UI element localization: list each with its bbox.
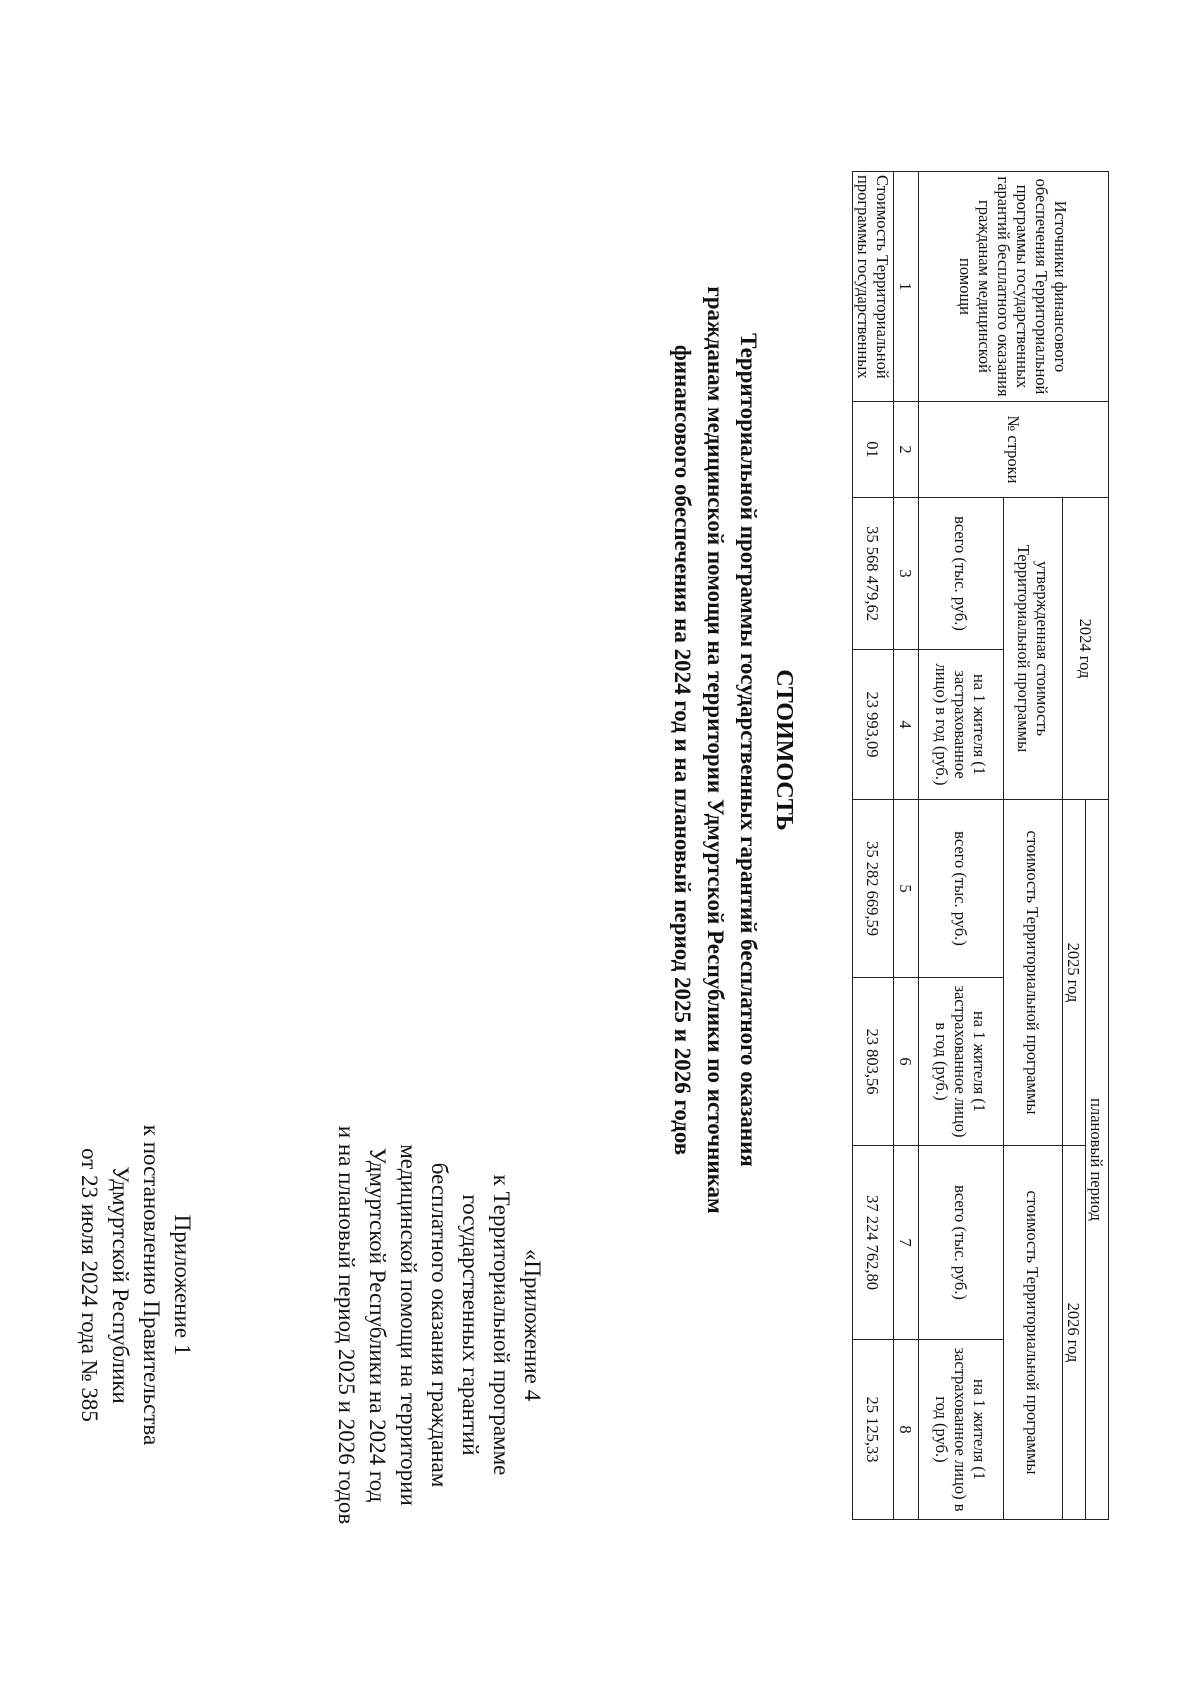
appendix-1-block bbox=[74, 1095, 198, 1475]
appendix-4-line: медицинской помощи на территории bbox=[396, 1144, 421, 1506]
header-planned-period: плановый период bbox=[1086, 800, 1109, 1520]
row-number: 01 bbox=[853, 402, 894, 498]
column-number: 6 bbox=[894, 978, 919, 1146]
header-total: всего (тыс. руб.) bbox=[919, 800, 1004, 978]
header-approved-cost: утвержденная стоимость Территориальной программы bbox=[1004, 498, 1063, 800]
header-per-resident: на 1 жителя (1 застрахованное лицо) в год (руб.) bbox=[919, 1340, 1004, 1520]
value-2026-total: 37 224 762,80 bbox=[853, 1146, 894, 1340]
header-cost-2026: стоимость Территориальной программы bbox=[1004, 1146, 1063, 1520]
appendix-4-line: к Территориальной программе bbox=[489, 1174, 514, 1476]
document-title bbox=[666, 200, 800, 1300]
column-number: 2 bbox=[894, 402, 919, 498]
column-number: 3 bbox=[894, 498, 919, 650]
value-2025-per-resident: 23 803,56 bbox=[853, 978, 894, 1146]
title-line: финансового обеспечения на 2024 год и на плановый период 2025 и 2026 годов bbox=[670, 344, 695, 1156]
header-year-2025: 2025 год bbox=[1063, 800, 1086, 1146]
appendix-4-line: государственных гарантий bbox=[458, 1194, 483, 1456]
appendix-4-line: Удмуртской Республики на 2024 год bbox=[365, 1147, 390, 1503]
column-number: 5 bbox=[894, 800, 919, 978]
row-source: Стоимость Территориальной программы государственных bbox=[853, 172, 894, 402]
value-2025-total: 35 282 669,59 bbox=[853, 800, 894, 978]
header-per-resident: на 1 жителя (1 застрахованное лицо) в год (руб.) bbox=[919, 650, 1004, 800]
column-number: 7 bbox=[894, 1146, 919, 1340]
appendix-1-line: от 23 июля 2024 года № 385 bbox=[77, 1148, 102, 1422]
header-per-resident: на 1 жителя (1 застрахованное лицо) в год (руб.) bbox=[919, 978, 1004, 1146]
header-total: всего (тыс. руб.) bbox=[919, 1146, 1004, 1340]
header-cost-2025: стоимость Территориальной программы bbox=[1004, 800, 1063, 1146]
title-line: гражданам медицинской помощи на территории Удмуртской Республики по источникам bbox=[703, 286, 728, 1214]
appendix-1-line: Приложение 1 bbox=[170, 1214, 195, 1356]
appendix-1-line: Удмуртской Республики bbox=[108, 1166, 133, 1404]
appendix-4-line: бесплатного оказания гражданам bbox=[427, 1162, 452, 1488]
cost-table bbox=[852, 171, 1109, 1520]
appendix-4-line: «Приложение 4 bbox=[520, 1248, 545, 1402]
value-2026-per-resident: 25 125,33 bbox=[853, 1340, 894, 1520]
appendix-4-line: и на плановый период 2025 и 2026 годов bbox=[334, 1125, 359, 1525]
value-2024-per-resident: 23 993,09 bbox=[853, 650, 894, 800]
column-number: 1 bbox=[894, 172, 919, 402]
table-row bbox=[853, 172, 894, 1520]
column-number: 4 bbox=[894, 650, 919, 800]
column-number: 8 bbox=[894, 1340, 919, 1520]
header-total: всего (тыс. руб.) bbox=[919, 498, 1004, 650]
appendix-4-block bbox=[331, 1110, 548, 1540]
header-year-2024: 2024 год bbox=[1063, 498, 1109, 800]
title-heading: СТОИМОСТЬ bbox=[771, 669, 797, 831]
header-year-2026: 2026 год bbox=[1063, 1146, 1086, 1520]
appendix-1-line: к постановлению Правительства bbox=[139, 1124, 164, 1446]
value-2024-total: 35 568 479,62 bbox=[853, 498, 894, 650]
header-row-number: № строки bbox=[919, 402, 1109, 498]
title-line: Территориальной программы государственных гарантий бесплатного оказания bbox=[736, 333, 761, 1167]
header-source: Источники финансового обеспечения Территориальной программы государственных гарантий бесплатного оказания гражданам медицинской помощи bbox=[919, 172, 1109, 402]
